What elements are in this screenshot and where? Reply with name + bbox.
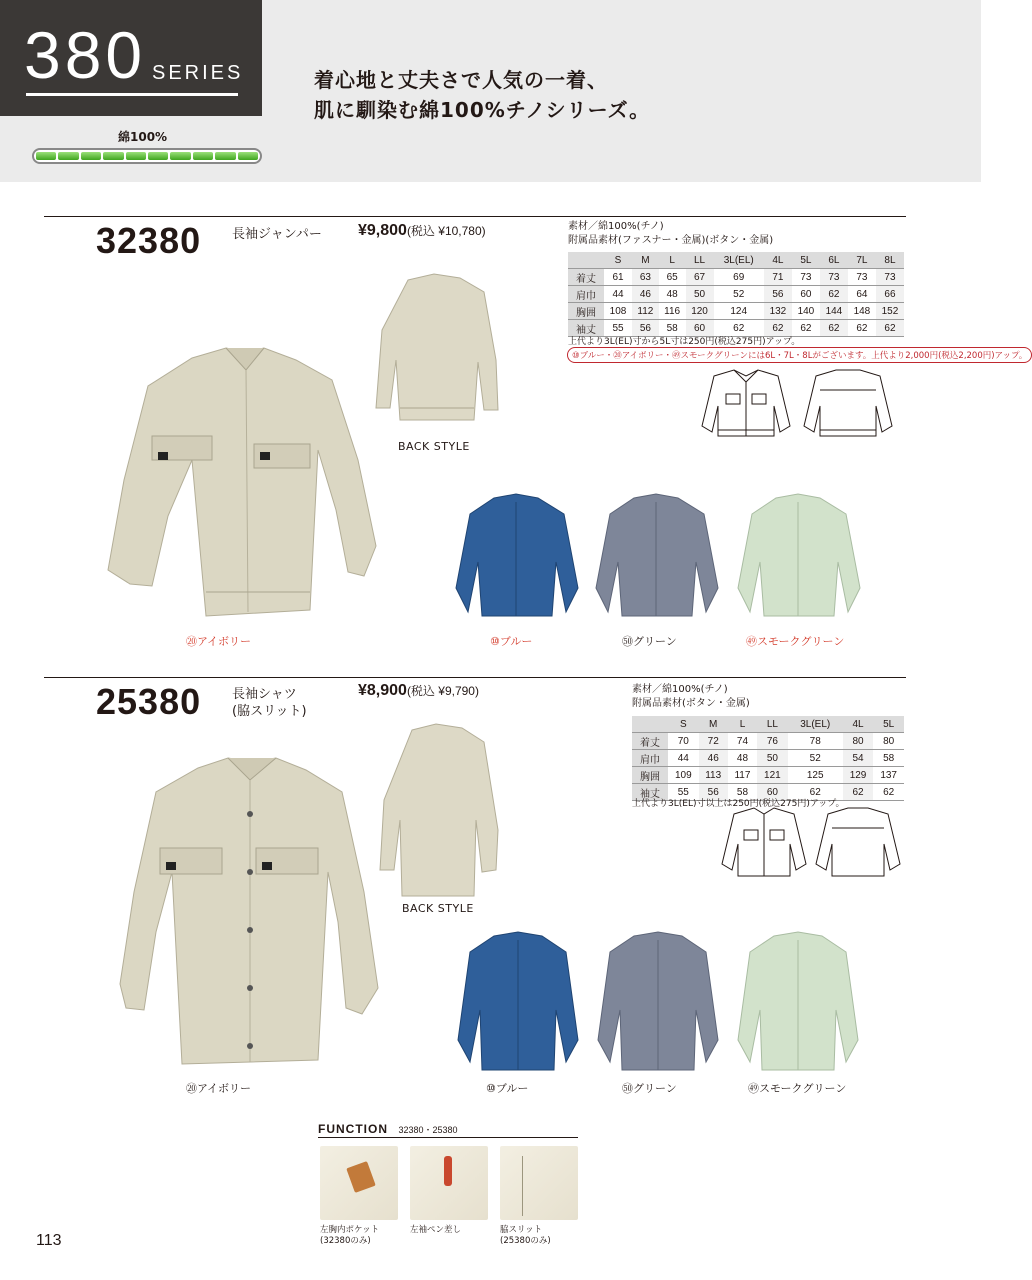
table-cell: 50 <box>686 286 714 303</box>
table-cell: 56 <box>764 286 792 303</box>
table-cell: 58 <box>666 322 678 334</box>
product2-tech-drawing <box>708 804 912 880</box>
series-number: 380 <box>24 18 147 92</box>
series-underline <box>26 93 238 96</box>
product1-size-note: 上代より3L(EL)寸から5L寸は250円(税込275円)アップ。 <box>568 337 801 347</box>
product1-smoke-green-photo <box>736 492 862 622</box>
size-header: LL <box>686 252 714 269</box>
table-cell: 44 <box>677 752 689 764</box>
table-cell: 52 <box>733 288 745 300</box>
table-row <box>568 286 904 303</box>
function-image-pen-pocket <box>410 1146 488 1220</box>
table-cell: 69 <box>733 271 745 283</box>
table-cell: 113 <box>699 767 728 784</box>
table-cell: 62 <box>856 322 868 334</box>
function-heading: FUNCTION 32380・25380 <box>318 1122 458 1136</box>
table-cell: 124 <box>730 305 748 317</box>
page-number: 113 <box>36 1232 62 1249</box>
product2-color-green: ㊿グリーン <box>622 1082 677 1095</box>
table-cell: 62 <box>809 786 821 798</box>
product1-back-photo <box>374 270 502 438</box>
product1-price: ¥9,800(税込 ¥10,780) <box>358 222 486 239</box>
row-label: 肩巾 <box>632 750 668 767</box>
table-cell: 137 <box>880 769 897 781</box>
table-cell: 56 <box>699 784 728 801</box>
table-cell: 76 <box>757 733 788 750</box>
table-row <box>632 750 904 767</box>
table-cell: 74 <box>736 735 749 747</box>
product2-green-photo <box>596 930 720 1074</box>
product1-main-photo <box>96 340 382 626</box>
product2-color-ivory: ⑳アイボリー <box>186 1082 252 1095</box>
table-cell: 65 <box>666 271 678 283</box>
table-row <box>632 733 904 750</box>
table-cell: 72 <box>699 733 728 750</box>
table-cell: 140 <box>797 305 815 317</box>
product1-size-table <box>568 252 904 337</box>
product2-blue-photo <box>456 930 580 1074</box>
row-label: 着丈 <box>632 733 668 750</box>
product1-material: 素材／綿100%(チノ) 附属品素材(ファスナー・金属)(ボタン・金属) <box>568 221 774 246</box>
size-header: L <box>659 252 686 269</box>
product1-blue-photo <box>454 492 580 622</box>
product2-material: 素材／綿100%(チノ) 附属品素材(ボタン・金属) <box>632 684 750 709</box>
table-cell: 71 <box>764 269 792 286</box>
table-cell: 148 <box>853 305 871 317</box>
table-cell: 62 <box>800 322 812 334</box>
table-cell: 58 <box>883 752 895 764</box>
table-cell: 62 <box>820 320 848 337</box>
size-header: S <box>668 716 699 733</box>
size-header: S <box>604 252 632 269</box>
table-cell: 152 <box>876 303 904 320</box>
table-cell: 44 <box>612 288 624 300</box>
product2-color-smoke-green: ㊾スモークグリーン <box>748 1082 847 1095</box>
product2-code: 25380 <box>96 681 202 722</box>
size-header: LL <box>757 716 788 733</box>
table-cell: 58 <box>736 786 749 798</box>
size-header: L <box>728 716 757 733</box>
product1-tech-drawing <box>684 366 910 442</box>
catch-copy-line-2: 肌に馴染む綿100%チノシリーズ。 <box>314 98 651 122</box>
product1-color-green: ㊿グリーン <box>622 635 677 648</box>
product1-green-photo <box>594 492 720 622</box>
size-header: 6L <box>820 252 848 269</box>
table-cell: 46 <box>632 286 659 303</box>
size-header: 4L <box>843 716 874 733</box>
row-label: 着丈 <box>568 269 604 286</box>
table-cell: 60 <box>757 784 788 801</box>
size-header: 5L <box>873 716 904 733</box>
table-cell: 112 <box>632 303 659 320</box>
product2-back-photo <box>378 720 502 902</box>
function-caption-side-slit: 脇スリット (25380のみ) <box>500 1225 551 1246</box>
row-label: 袖丈 <box>632 784 668 801</box>
function-image-chest-pocket <box>320 1146 398 1220</box>
table-cell: 66 <box>876 286 904 303</box>
catch-copy-line-1: 着心地と丈夫さで人気の一着、 <box>314 68 608 92</box>
table-cell: 132 <box>764 303 792 320</box>
table-row <box>632 767 904 784</box>
table-cell: 73 <box>856 271 868 283</box>
table-cell: 52 <box>809 752 821 764</box>
table-cell: 108 <box>609 305 627 317</box>
table-cell: 61 <box>612 271 624 283</box>
function-caption-chest-pocket: 左胸内ポケット (32380のみ) <box>320 1225 380 1246</box>
table-cell: 144 <box>820 303 848 320</box>
row-label: 胸囲 <box>632 767 668 784</box>
table-cell: 62 <box>883 786 895 798</box>
table-cell: 117 <box>734 769 751 781</box>
table-cell: 70 <box>677 735 689 747</box>
product1-code: 32380 <box>96 220 202 261</box>
table-cell: 120 <box>686 303 714 320</box>
product2-size-table <box>632 716 904 801</box>
product1-back-style-label: BACK STYLE <box>398 440 470 453</box>
table-cell: 48 <box>666 288 678 300</box>
function-caption-pen-pocket: 左袖ペン差し <box>410 1225 462 1235</box>
product2-price: ¥8,900(税込 ¥9,790) <box>358 682 479 699</box>
product2-back-style-label: BACK STYLE <box>402 902 474 915</box>
table-cell: 73 <box>876 269 904 286</box>
table-cell: 62 <box>876 320 904 337</box>
product1-extra-size-note: ⑩ブルー・⑳アイボリー・㊾スモークグリーンには6L・7L・8Lがございます。上代より2,000円(税込2,200円)アップ。 <box>567 347 1032 363</box>
table-cell: 78 <box>809 735 821 747</box>
table-cell: 121 <box>757 767 788 784</box>
product2-rule <box>44 677 906 678</box>
function-image-side-slit <box>500 1146 578 1220</box>
table-cell: 116 <box>664 305 681 317</box>
size-header: 3L(EL) <box>788 716 843 733</box>
table-cell: 109 <box>674 769 692 781</box>
size-header: 5L <box>792 252 820 269</box>
size-header: 8L <box>876 252 904 269</box>
size-header: 7L <box>848 252 876 269</box>
table-cell: 56 <box>632 320 659 337</box>
size-header: 4L <box>764 252 792 269</box>
table-cell: 63 <box>632 269 659 286</box>
product1-rule <box>44 216 906 217</box>
table-cell: 62 <box>764 320 792 337</box>
table-cell: 62 <box>733 322 745 334</box>
function-rule <box>318 1137 578 1138</box>
table-cell: 55 <box>612 322 624 334</box>
cotton-gauge <box>32 148 262 164</box>
table-cell: 60 <box>800 288 812 300</box>
product1-name: 長袖ジャンパー <box>232 227 322 242</box>
table-cell: 73 <box>800 271 812 283</box>
table-cell: 129 <box>843 767 874 784</box>
table-cell: 62 <box>820 286 848 303</box>
table-cell: 46 <box>699 750 728 767</box>
product2-color-blue: ⑩ブルー <box>486 1082 529 1095</box>
cotton-label: 綿100% <box>118 130 168 144</box>
product2-size-note: 上代より3L(EL)寸以上は250円(税込275円)アップ。 <box>632 799 845 809</box>
row-label: 肩巾 <box>568 286 604 303</box>
size-header: M <box>632 252 659 269</box>
row-label: 胸囲 <box>568 303 604 320</box>
table-cell: 48 <box>736 752 749 764</box>
table-cell: 73 <box>820 269 848 286</box>
table-cell: 60 <box>686 320 714 337</box>
table-cell: 55 <box>677 786 689 798</box>
table-cell: 54 <box>843 750 874 767</box>
row-label: 袖丈 <box>568 320 604 337</box>
table-cell: 62 <box>843 784 874 801</box>
series-word: SERIES <box>152 62 244 84</box>
product2-name: 長袖シャツ (脇スリット) <box>232 687 307 719</box>
table-cell: 50 <box>757 750 788 767</box>
product2-main-photo <box>116 752 382 1074</box>
table-row <box>568 303 904 320</box>
product1-color-blue: ⑩ブルー <box>490 635 533 648</box>
table-cell: 67 <box>686 269 714 286</box>
table-cell: 64 <box>856 288 868 300</box>
product2-smoke-green-photo <box>736 930 860 1074</box>
product1-color-smoke-green: ㊾スモークグリーン <box>746 635 845 648</box>
table-row <box>568 269 904 286</box>
table-cell: 80 <box>883 735 895 747</box>
product1-color-ivory: ⑳アイボリー <box>186 635 252 648</box>
size-header: 3L(EL) <box>714 252 764 269</box>
table-cell: 125 <box>806 769 824 781</box>
table-cell: 80 <box>843 733 874 750</box>
size-header: M <box>699 716 728 733</box>
